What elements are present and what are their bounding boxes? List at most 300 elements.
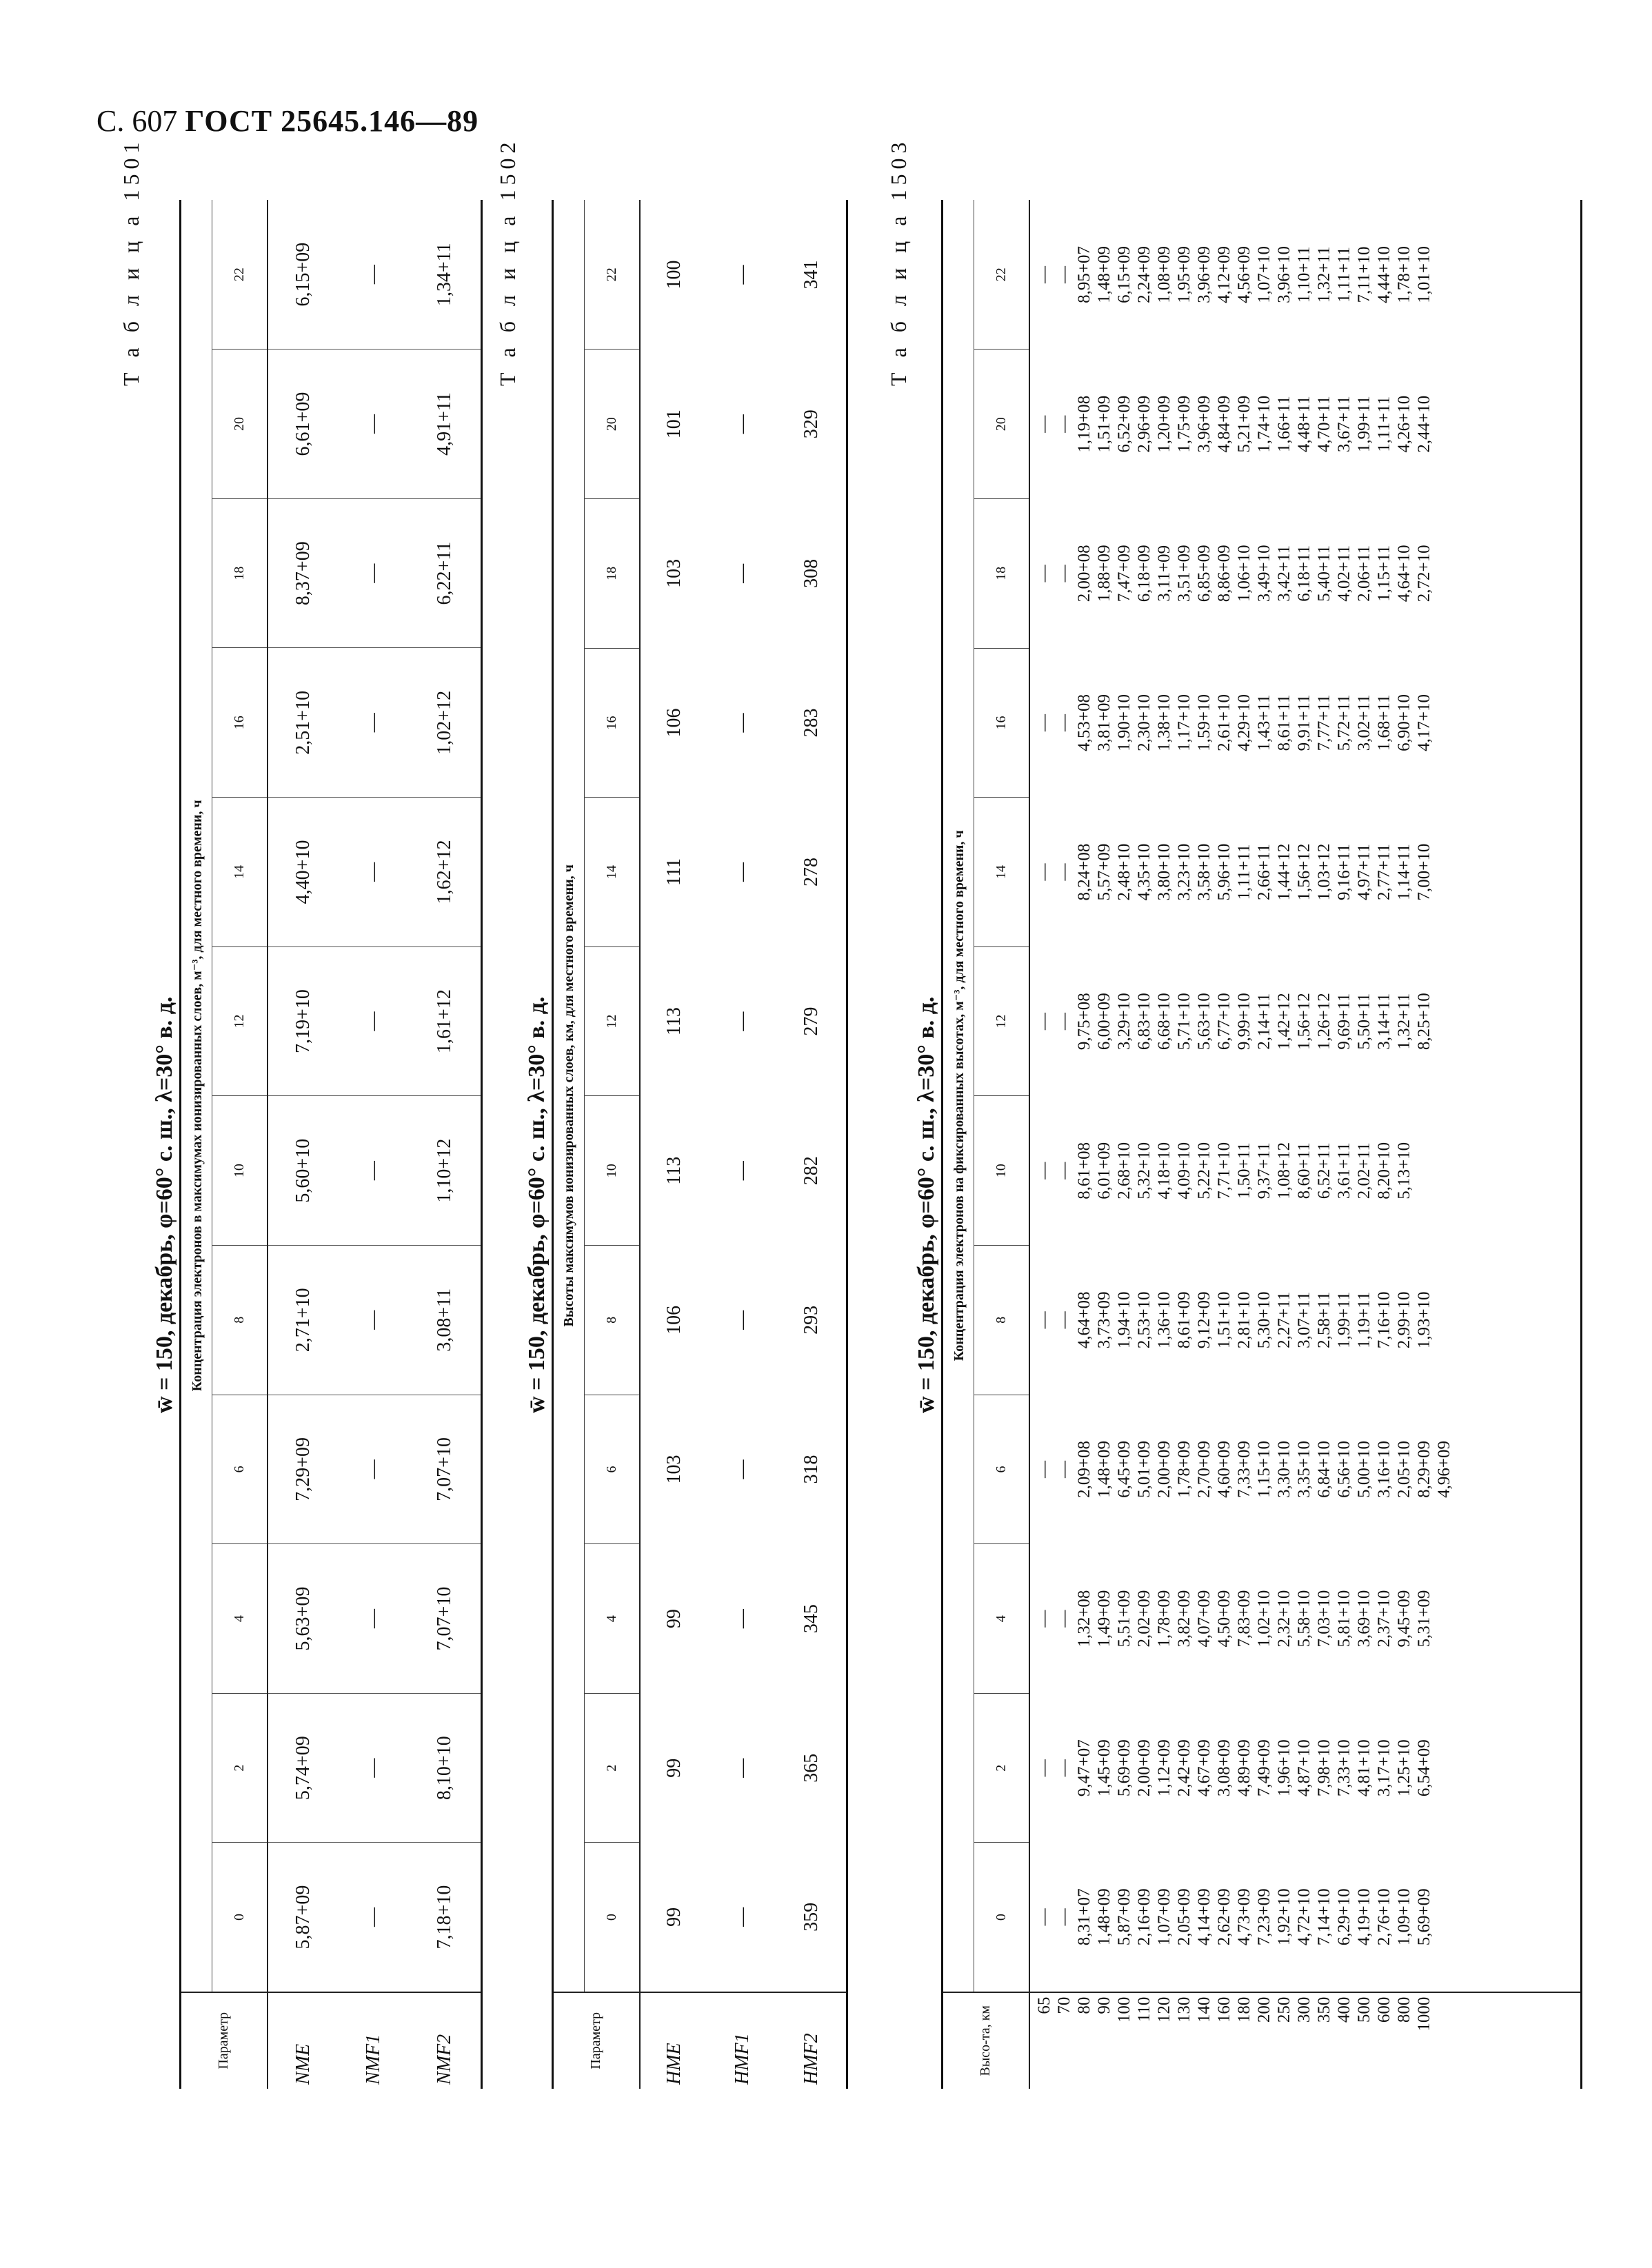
table-cell: 9,16+11 [1334,844,1353,900]
table-cell: 2,42+09 [1174,1739,1193,1797]
table-cell: 3,02+11 [1354,694,1373,751]
table-cell: 1,11+11 [1374,396,1393,452]
table-1501-label: Т а б л и ц а 1501 [119,137,143,386]
table-1503-label: Т а б л и ц а 1503 [886,137,911,386]
row-label: NMF1 [339,1992,409,2089]
table-cell: 4,91+11 [409,350,482,499]
table-cell: 7,71+10 [1214,1142,1233,1199]
hour-header: 16 [585,648,640,798]
table-cell: 99 [663,1758,685,1778]
table-cell: 4,12+09 [1214,246,1233,303]
hour-column [1029,1843,1582,1992]
table-cell: 365 [800,1753,822,1783]
table-cell: 113 [663,1156,685,1185]
hour-header: 12 [585,946,640,1096]
table-cell: — [732,862,754,882]
hour-column [1029,1395,1582,1544]
table-cell: 4,70+11 [1314,396,1333,453]
table-cell: 1,32+08 [1074,1590,1094,1648]
table-row [640,200,709,2089]
table-cell: 1,17+10 [1174,694,1193,751]
table-cell: — [732,563,754,583]
table-cell: — [339,1693,409,1843]
table-row [409,200,482,2089]
table-cell: 6,77+10 [1214,993,1233,1051]
table-cell: 1,44+12 [1274,843,1293,901]
table-cell: 6,85+09 [1194,545,1213,603]
table-cell: — [1034,1759,1054,1777]
row-label: HME [640,1992,709,2089]
table-cell: 293 [800,1305,822,1335]
table-cell: — [1034,265,1054,283]
table-cell: 7,03+10 [1314,1590,1333,1648]
table-cell: — [1034,863,1054,881]
table-cell: 8,20+10 [1374,1142,1393,1199]
table-cell: 1,36+10 [1154,1291,1173,1349]
table-cell: 106 [663,1305,685,1335]
hour-header: 4 [974,1544,1029,1694]
table-cell: 1,50+11 [1234,1142,1253,1199]
hour-column [1029,1693,1582,1843]
table-cell: 5,72+11 [1334,694,1353,751]
altitude-value: 140 [1194,1996,1213,2023]
hour-header: 12 [974,946,1029,1096]
table-cell: 5,50+11 [1354,993,1373,1050]
hour-header: 2 [974,1693,1029,1843]
table-cell: 1,78+09 [1154,1590,1173,1648]
table-1502 [552,200,848,2089]
table-row [339,200,409,2089]
table-cell: — [732,1758,754,1778]
table-cell: 4,18+10 [1154,1142,1173,1199]
table-cell: 2,02+11 [1354,1142,1373,1199]
table-cell: 6,45+09 [1114,1441,1134,1498]
table-cell: 2,00+09 [1134,1739,1154,1797]
table-cell: 6,83+10 [1134,993,1154,1051]
table-cell: 2,00+09 [1154,1441,1173,1498]
table-1503-title: w̄ = 150, декабрь, φ=60° с. ш., λ=30° в. д. [914,996,939,1413]
table-cell: 5,81+10 [1334,1590,1353,1648]
hour-header: 18 [585,499,640,649]
table-cell: 7,33+09 [1234,1441,1253,1498]
table-cell: 5,63+10 [1194,993,1213,1051]
hour-header: 2 [212,1693,268,1843]
hour-header: 18 [212,498,268,648]
table-cell: 2,06+11 [1354,545,1373,602]
table-cell: 7,07+10 [409,1395,482,1544]
table-cell: 6,52+11 [1314,1142,1333,1199]
table-cell: 1,20+09 [1154,395,1173,453]
table-cell: 3,69+10 [1354,1590,1373,1648]
table-cell: 3,61+11 [1334,1142,1353,1199]
table-row [776,200,847,2089]
row-label: NMF2 [409,1992,482,2089]
table-cell: 3,35+10 [1294,1441,1313,1498]
table-cell: 8,37+09 [268,498,339,648]
altitude-value: 300 [1294,1996,1313,2023]
table-cell: 1,90+10 [1114,694,1134,751]
table-cell: 5,60+10 [268,1096,339,1246]
table-cell: — [339,200,409,350]
table-cell: — [339,1245,409,1395]
table-cell: 1,93+10 [1414,1291,1433,1349]
hour-header: 0 [585,1843,640,1992]
table-cell: — [732,1011,754,1031]
table-cell: — [1034,1013,1054,1031]
table-cell: 4,07+09 [1194,1590,1213,1648]
table-cell: 113 [663,1007,685,1036]
table-cell: 5,96+10 [1214,843,1233,901]
table-cell: 2,72+10 [1414,545,1433,603]
table-cell: 345 [800,1604,822,1634]
table-cell: 5,21+09 [1234,395,1253,453]
table-cell: 8,61+09 [1174,1291,1193,1349]
table-cell: 8,31+07 [1074,1888,1094,1946]
table-cell: 7,07+10 [409,1544,482,1694]
table-cell: 4,73+09 [1234,1888,1253,1946]
table-cell: — [1054,1311,1074,1329]
table-cell: 341 [800,260,822,290]
table-cell: 2,05+10 [1394,1441,1413,1498]
altitude-value: 200 [1254,1996,1273,2023]
hour-header: 6 [974,1395,1029,1544]
hour-header: 4 [212,1544,268,1694]
table-cell: 1,26+12 [1314,993,1333,1051]
table-cell: 1,95+09 [1174,246,1193,303]
table-cell: 5,87+09 [1114,1888,1134,1946]
table-cell: 103 [663,1455,685,1484]
altitude-value: 350 [1314,1996,1333,2023]
hour-header: 0 [212,1843,268,1992]
table-cell: — [1034,1610,1054,1628]
table-cell: 2,68+10 [1114,1142,1134,1199]
table-cell: 2,76+10 [1374,1888,1393,1946]
table-cell: — [1054,415,1074,433]
table-1503-caption: Концентрация электронов на фиксированных высотах, м⁻³, для местного времени, ч [943,200,974,1992]
table-cell: 3,42+11 [1274,545,1293,602]
table-cell: 4,64+08 [1074,1291,1094,1349]
hour-column [1029,200,1582,350]
table-cell: 1,02+10 [1254,1590,1273,1648]
hour-header: 10 [974,1096,1029,1246]
table-cell: 3,16+10 [1374,1441,1393,1498]
altitude-value: 70 [1054,1996,1074,2014]
table-cell: 5,01+09 [1134,1441,1154,1498]
hour-header: 18 [974,499,1029,649]
table-cell: 1,07+10 [1254,246,1273,303]
table-cell: 6,68+10 [1154,993,1173,1051]
hour-header-row [974,200,1029,2089]
table-cell: 6,18+09 [1134,545,1154,603]
table-cell: 8,95+07 [1074,246,1094,303]
table-cell: 6,01+09 [1094,1142,1114,1199]
table-cell: 4,89+09 [1234,1739,1253,1797]
table-cell: 1,01+10 [1414,246,1433,303]
table-cell: — [1034,713,1054,731]
table-cell: 7,19+10 [268,946,339,1096]
table-cell: — [1054,565,1074,583]
table-cell: 99 [663,1609,685,1629]
table-cell: — [1054,265,1074,283]
table-cell: — [732,713,754,733]
table-cell: 1,51+09 [1094,395,1114,453]
table-cell: 8,86+09 [1214,545,1233,603]
hour-header: 8 [974,1246,1029,1395]
table-cell: 3,14+11 [1374,993,1393,1050]
table-cell: 2,16+09 [1134,1888,1154,1946]
table-row [709,200,776,2089]
table-cell: 4,81+10 [1354,1739,1373,1797]
table-cell: 6,61+09 [268,350,339,499]
table-cell: 8,61+08 [1074,1142,1094,1199]
table-cell: 5,69+09 [1114,1739,1134,1797]
altitude-value: 800 [1394,1996,1413,2023]
hour-header: 22 [974,200,1029,350]
hour-header: 20 [974,350,1029,499]
table-cell: 318 [800,1455,822,1484]
table-cell: 1,88+09 [1094,545,1114,603]
hour-header: 20 [212,350,268,499]
table-cell: 3,17+10 [1374,1739,1393,1797]
table-cell: 1,99+11 [1354,396,1373,453]
hour-header: 6 [585,1395,640,1544]
table-cell: 1,51+10 [1214,1291,1233,1349]
table-cell: — [1054,1610,1074,1628]
table-cell: 5,57+09 [1094,843,1114,901]
table-cell: 8,25+10 [1414,993,1433,1051]
table-cell: 3,81+09 [1094,694,1114,751]
table-cell: 1,62+12 [409,798,482,947]
hour-header: 14 [212,798,268,947]
table-cell: 3,96+09 [1194,395,1213,453]
table-row [268,200,339,2089]
table-cell: 6,52+09 [1114,395,1134,453]
table-cell: 283 [800,708,822,738]
table-cell: 1,56+12 [1294,993,1313,1051]
table-cell: 279 [800,1006,822,1036]
table-cell: 1,66+11 [1274,396,1293,453]
table-cell: 7,11+10 [1354,246,1373,303]
table-cell: — [732,1609,754,1629]
hour-header: 16 [974,648,1029,798]
table-cell: — [732,1459,754,1479]
hour-header: 20 [585,350,640,499]
table-cell: 7,49+09 [1254,1739,1273,1797]
table-cell: — [1054,1908,1074,1926]
table-cell: — [339,946,409,1096]
table-cell: — [339,1395,409,1544]
row-label: HMF1 [709,1992,776,2089]
table-cell: 4,44+10 [1374,246,1393,303]
table-cell: 5,22+10 [1194,1142,1213,1199]
table-cell: 3,82+09 [1174,1590,1193,1648]
table-cell: 282 [800,1156,822,1186]
table-cell: 359 [800,1902,822,1932]
table-cell: 2,70+09 [1194,1441,1213,1498]
table-cell: 1,61+12 [409,946,482,1096]
table-cell: 7,23+09 [1254,1888,1273,1946]
table-cell: — [732,1161,754,1181]
table-cell: 1,78+09 [1174,1441,1193,1498]
table-cell: 2,27+11 [1274,1291,1293,1348]
table-cell: 1,59+10 [1194,694,1213,751]
table-cell: 2,66+11 [1254,844,1273,900]
table-cell: 2,24+09 [1134,246,1154,303]
table-cell: 5,13+10 [1394,1142,1413,1199]
table-cell: 1,78+10 [1394,246,1413,303]
hour-header: 10 [585,1096,640,1246]
table-cell: — [1034,1162,1054,1179]
table-cell: 3,07+11 [1294,1291,1313,1348]
hour-header-row [585,200,640,2089]
table-cell: 1,07+09 [1154,1888,1173,1946]
page-number: С. 607 [97,104,178,138]
table-cell: 9,45+09 [1394,1590,1413,1648]
table-cell: 5,32+10 [1134,1142,1154,1199]
table-cell: 278 [800,858,822,887]
table-cell: 5,71+10 [1174,993,1193,1051]
altitude-value: 100 [1114,1996,1134,2023]
table-cell: 3,80+10 [1154,843,1173,901]
table-cell: 7,18+10 [409,1843,482,1992]
table-cell: 3,67+11 [1334,396,1353,453]
table-cell: 7,16+10 [1374,1291,1393,1349]
table-cell: 7,14+10 [1314,1888,1333,1946]
hour-column [1029,946,1582,1096]
hour-header: 2 [585,1693,640,1843]
table-cell: — [339,1096,409,1246]
table-cell: 1,15+10 [1254,1441,1273,1498]
table-cell: 3,30+10 [1274,1441,1293,1498]
table-cell: 3,23+10 [1174,843,1193,901]
table-cell: 4,96+09 [1434,1441,1453,1498]
altitude-value: 1000 [1414,1996,1433,2032]
table-cell: 1,19+11 [1354,1291,1373,1348]
table-cell: 6,56+10 [1334,1441,1353,1498]
hour-header: 12 [212,946,268,1096]
hour-header: 6 [212,1395,268,1544]
table-cell: 8,24+08 [1074,843,1094,901]
table-cell: 6,15+09 [268,200,339,350]
table-cell: 2,61+10 [1214,694,1233,751]
table-cell: — [732,1310,754,1330]
table-cell: 2,53+10 [1134,1291,1154,1349]
table-cell: 1,74+10 [1254,395,1273,453]
table-cell: — [1034,415,1054,433]
altitude-value: 65 [1034,1996,1054,2014]
table-cell: 2,00+08 [1074,545,1094,603]
table-cell: 4,56+09 [1234,246,1253,303]
table-cell: 1,96+10 [1274,1739,1293,1797]
hour-header: 0 [974,1843,1029,1992]
table-cell: 1,43+11 [1254,694,1273,751]
table-1501-caption: Концентрация электронов в максимумах ионизированных слоев, м⁻³, для местного времени, ч [181,200,212,1992]
table-cell: 1,99+11 [1334,1291,1353,1348]
table-cell: — [1034,1908,1054,1926]
altitude-value: 90 [1094,1996,1114,2014]
table-cell: 4,87+10 [1294,1739,1313,1797]
table-cell: — [1054,1759,1074,1777]
table-cell: 2,14+11 [1254,993,1273,1050]
table-cell: 9,12+09 [1194,1291,1213,1349]
table-cell: 8,10+10 [409,1693,482,1843]
hour-header: 8 [212,1245,268,1395]
table-cell: 1,38+10 [1154,694,1173,751]
table-cell: 8,61+11 [1274,694,1293,751]
table-cell: 2,48+10 [1114,843,1134,901]
table-cell: 6,15+09 [1114,246,1134,303]
table-cell: 7,83+09 [1234,1590,1253,1648]
table-cell: 3,49+10 [1254,545,1273,603]
table-cell: — [1054,713,1074,731]
table-cell: 1,08+12 [1274,1142,1293,1199]
table-cell: 4,84+09 [1214,395,1233,453]
hour-header: 22 [212,200,268,350]
table-cell: 101 [663,409,685,439]
table-cell: 5,30+10 [1254,1291,1273,1349]
table-cell: 1,32+11 [1314,246,1333,303]
table-cell: 4,72+10 [1294,1888,1313,1946]
table-cell: 4,48+11 [1294,396,1313,453]
table-cell: 2,71+10 [268,1245,339,1395]
hour-header: 4 [585,1544,640,1694]
hour-column [1029,350,1582,499]
table-cell: 4,40+10 [268,798,339,947]
table-1502-caption: Высоты максимумов ионизированных слоев, км, для местного времени, ч [553,200,585,1992]
table-cell: 6,29+10 [1334,1888,1353,1946]
table-cell: 5,58+10 [1294,1590,1313,1648]
table-cell: 4,09+10 [1174,1142,1193,1199]
table-cell: 2,96+09 [1134,395,1154,453]
table-cell: 9,91+11 [1294,694,1313,751]
table-cell: — [339,1843,409,1992]
table-cell: 3,08+09 [1214,1739,1233,1797]
hour-column [1029,648,1582,798]
table-cell: 2,30+10 [1134,694,1154,751]
table-cell: — [339,498,409,648]
table-cell: 1,02+12 [409,648,482,798]
table-cell: 7,47+09 [1114,545,1134,603]
table-cell: 1,03+12 [1314,843,1333,901]
hour-header: 8 [585,1246,640,1395]
table-cell: 3,73+09 [1094,1291,1114,1349]
table-cell: 5,87+09 [268,1843,339,1992]
table-cell: 1,94+10 [1114,1291,1134,1349]
table-cell: — [339,798,409,947]
altitude-value: 80 [1074,1996,1094,2014]
table-cell: 4,97+11 [1354,844,1373,900]
table-1501-title: w̄ = 150, декабрь, φ=60° с. ш., λ=30° в. д. [152,996,177,1413]
table-cell: 1,15+11 [1374,545,1393,602]
altitude-value: 500 [1354,1996,1373,2023]
table-cell: 329 [800,409,822,439]
table-cell: 3,96+10 [1274,246,1293,303]
table-cell: 2,02+09 [1134,1590,1154,1648]
table-cell: 1,12+09 [1154,1739,1173,1797]
table-cell: 7,29+09 [268,1395,339,1544]
hour-header: 16 [212,648,268,798]
table-cell: 4,19+10 [1354,1888,1373,1946]
table-cell: 4,17+10 [1414,694,1433,751]
altitude-value: 180 [1234,1996,1253,2023]
table-cell: 1,32+11 [1394,993,1413,1050]
table-cell: 2,09+08 [1074,1441,1094,1498]
hour-header: 22 [585,200,640,350]
table-cell: 5,63+09 [268,1544,339,1694]
row-label: HMF2 [776,1992,847,2089]
altitude-value: 250 [1274,1996,1293,2023]
table-cell: 2,99+10 [1394,1291,1413,1349]
